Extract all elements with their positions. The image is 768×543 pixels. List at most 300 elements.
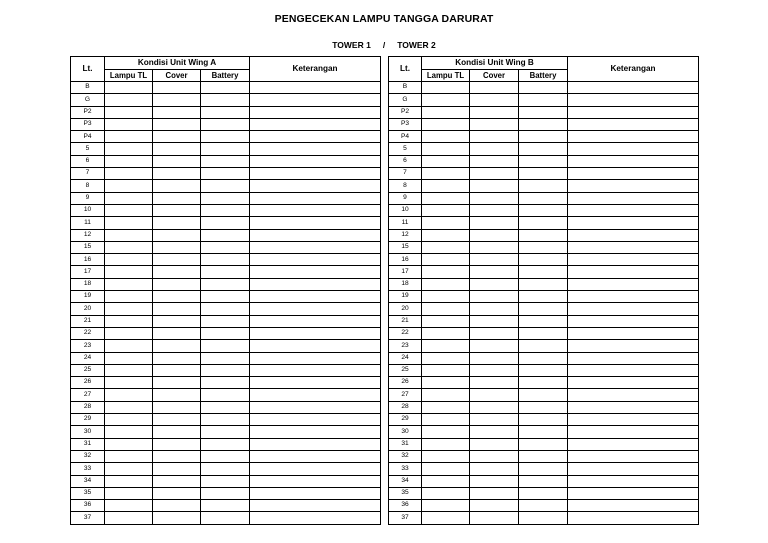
lampu-tl-cell[interactable] (422, 266, 470, 278)
battery-cell[interactable] (519, 131, 568, 143)
lampu-tl-cell[interactable] (105, 168, 153, 180)
cover-cell[interactable] (153, 377, 201, 389)
keterangan-cell[interactable] (250, 192, 381, 204)
battery-cell[interactable] (519, 512, 568, 524)
battery-cell[interactable] (201, 266, 250, 278)
floor-label: 34 (71, 475, 105, 487)
lampu-tl-cell[interactable] (422, 291, 470, 303)
cover-cell[interactable] (153, 82, 201, 94)
cover-cell[interactable] (470, 106, 519, 118)
battery-cell[interactable] (519, 291, 568, 303)
battery-cell[interactable] (201, 278, 250, 290)
lampu-tl-cell[interactable] (422, 426, 470, 438)
lampu-tl-cell[interactable] (105, 143, 153, 155)
battery-cell[interactable] (201, 364, 250, 376)
keterangan-cell[interactable] (250, 241, 381, 253)
lampu-tl-cell[interactable] (105, 377, 153, 389)
lampu-tl-cell[interactable] (105, 414, 153, 426)
cover-cell[interactable] (153, 352, 201, 364)
keterangan-cell[interactable] (568, 155, 699, 167)
lampu-tl-cell[interactable] (105, 131, 153, 143)
cover-cell[interactable] (153, 168, 201, 180)
battery-cell[interactable] (519, 155, 568, 167)
battery-cell[interactable] (201, 118, 250, 130)
cover-cell[interactable] (153, 143, 201, 155)
battery-cell[interactable] (519, 450, 568, 462)
battery-cell[interactable] (201, 315, 250, 327)
cover-cell[interactable] (470, 94, 519, 106)
cover-cell[interactable] (470, 155, 519, 167)
battery-cell[interactable] (519, 278, 568, 290)
battery-cell[interactable] (201, 180, 250, 192)
battery-cell[interactable] (201, 414, 250, 426)
keterangan-cell[interactable] (568, 131, 699, 143)
keterangan-cell[interactable] (568, 364, 699, 376)
cover-cell[interactable] (153, 389, 201, 401)
cover-cell[interactable] (470, 500, 519, 512)
battery-cell[interactable] (519, 352, 568, 364)
cover-cell[interactable] (153, 204, 201, 216)
keterangan-cell[interactable] (250, 327, 381, 339)
keterangan-cell[interactable] (568, 241, 699, 253)
cover-cell[interactable] (470, 254, 519, 266)
battery-cell[interactable] (519, 426, 568, 438)
cover-cell[interactable] (470, 364, 519, 376)
battery-cell[interactable] (519, 463, 568, 475)
lampu-tl-cell[interactable] (422, 168, 470, 180)
lampu-tl-cell[interactable] (422, 106, 470, 118)
keterangan-cell[interactable] (568, 426, 699, 438)
lampu-tl-cell[interactable] (422, 131, 470, 143)
keterangan-cell[interactable] (250, 463, 381, 475)
lampu-tl-cell[interactable] (422, 475, 470, 487)
cover-cell[interactable] (470, 278, 519, 290)
battery-cell[interactable] (201, 168, 250, 180)
cover-cell[interactable] (470, 229, 519, 241)
lampu-tl-cell[interactable] (105, 315, 153, 327)
keterangan-cell[interactable] (250, 438, 381, 450)
lampu-tl-cell[interactable] (422, 155, 470, 167)
battery-cell[interactable] (201, 241, 250, 253)
battery-cell[interactable] (519, 315, 568, 327)
keterangan-cell[interactable] (568, 94, 699, 106)
cover-cell[interactable] (153, 315, 201, 327)
lampu-tl-cell[interactable] (105, 155, 153, 167)
lampu-tl-cell[interactable] (105, 487, 153, 499)
lampu-tl-cell[interactable] (105, 180, 153, 192)
lampu-tl-cell[interactable] (105, 512, 153, 524)
keterangan-cell[interactable] (250, 118, 381, 130)
battery-cell[interactable] (201, 401, 250, 413)
keterangan-cell[interactable] (250, 266, 381, 278)
cover-cell[interactable] (153, 426, 201, 438)
cover-cell[interactable] (470, 192, 519, 204)
battery-cell[interactable] (201, 229, 250, 241)
cover-cell[interactable] (153, 340, 201, 352)
keterangan-cell[interactable] (568, 118, 699, 130)
cover-cell[interactable] (153, 241, 201, 253)
battery-cell[interactable] (519, 217, 568, 229)
keterangan-cell[interactable] (250, 82, 381, 94)
keterangan-cell[interactable] (568, 291, 699, 303)
keterangan-cell[interactable] (568, 438, 699, 450)
keterangan-cell[interactable] (250, 155, 381, 167)
battery-cell[interactable] (519, 106, 568, 118)
keterangan-cell[interactable] (568, 315, 699, 327)
lampu-tl-cell[interactable] (105, 229, 153, 241)
cover-cell[interactable] (153, 180, 201, 192)
keterangan-cell[interactable] (250, 426, 381, 438)
keterangan-cell[interactable] (568, 82, 699, 94)
lampu-tl-cell[interactable] (422, 94, 470, 106)
cover-cell[interactable] (153, 500, 201, 512)
keterangan-cell[interactable] (250, 450, 381, 462)
lampu-tl-cell[interactable] (422, 401, 470, 413)
cover-cell[interactable] (470, 340, 519, 352)
lampu-tl-cell[interactable] (105, 192, 153, 204)
cover-cell[interactable] (470, 291, 519, 303)
lampu-tl-cell[interactable] (422, 204, 470, 216)
battery-cell[interactable] (201, 389, 250, 401)
keterangan-cell[interactable] (250, 315, 381, 327)
battery-cell[interactable] (519, 168, 568, 180)
battery-cell[interactable] (201, 94, 250, 106)
cover-cell[interactable] (470, 315, 519, 327)
keterangan-cell[interactable] (250, 512, 381, 524)
cover-cell[interactable] (470, 414, 519, 426)
lampu-tl-cell[interactable] (422, 254, 470, 266)
keterangan-cell[interactable] (250, 278, 381, 290)
keterangan-cell[interactable] (568, 303, 699, 315)
cover-cell[interactable] (470, 204, 519, 216)
battery-cell[interactable] (519, 254, 568, 266)
keterangan-cell[interactable] (250, 94, 381, 106)
battery-cell[interactable] (201, 438, 250, 450)
cover-cell[interactable] (470, 266, 519, 278)
lampu-tl-cell[interactable] (105, 266, 153, 278)
cover-cell[interactable] (470, 463, 519, 475)
cover-cell[interactable] (153, 278, 201, 290)
lampu-tl-cell[interactable] (105, 291, 153, 303)
battery-cell[interactable] (201, 340, 250, 352)
lampu-tl-cell[interactable] (422, 500, 470, 512)
battery-cell[interactable] (201, 131, 250, 143)
lampu-tl-cell[interactable] (105, 278, 153, 290)
battery-cell[interactable] (201, 377, 250, 389)
keterangan-cell[interactable] (250, 389, 381, 401)
cover-cell[interactable] (470, 389, 519, 401)
battery-cell[interactable] (201, 82, 250, 94)
keterangan-cell[interactable] (568, 352, 699, 364)
battery-cell[interactable] (201, 475, 250, 487)
keterangan-cell[interactable] (568, 414, 699, 426)
cover-cell[interactable] (153, 450, 201, 462)
battery-cell[interactable] (519, 475, 568, 487)
battery-cell[interactable] (519, 401, 568, 413)
battery-cell[interactable] (519, 389, 568, 401)
cover-cell[interactable] (153, 118, 201, 130)
lampu-tl-cell[interactable] (422, 364, 470, 376)
battery-cell[interactable] (519, 377, 568, 389)
keterangan-cell[interactable] (568, 340, 699, 352)
floor-label: 26 (71, 377, 105, 389)
battery-cell[interactable] (519, 438, 568, 450)
keterangan-cell[interactable] (250, 401, 381, 413)
keterangan-cell[interactable] (568, 487, 699, 499)
lampu-tl-cell[interactable] (422, 463, 470, 475)
cover-cell[interactable] (153, 131, 201, 143)
cover-cell[interactable] (470, 401, 519, 413)
battery-cell[interactable] (201, 487, 250, 499)
lampu-tl-cell[interactable] (105, 303, 153, 315)
cover-cell[interactable] (153, 512, 201, 524)
lampu-tl-cell[interactable] (422, 487, 470, 499)
lampu-tl-cell[interactable] (105, 217, 153, 229)
lampu-tl-cell[interactable] (422, 303, 470, 315)
keterangan-cell[interactable] (250, 291, 381, 303)
battery-cell[interactable] (201, 155, 250, 167)
battery-cell[interactable] (519, 229, 568, 241)
lampu-tl-cell[interactable] (422, 414, 470, 426)
keterangan-cell[interactable] (250, 340, 381, 352)
keterangan-cell[interactable] (568, 389, 699, 401)
keterangan-cell[interactable] (568, 180, 699, 192)
floor-label: P4 (389, 131, 422, 143)
keterangan-cell[interactable] (568, 192, 699, 204)
floor-label: 23 (71, 340, 105, 352)
cover-cell[interactable] (153, 414, 201, 426)
keterangan-cell[interactable] (568, 229, 699, 241)
battery-cell[interactable] (201, 426, 250, 438)
cover-cell[interactable] (153, 487, 201, 499)
cover-cell[interactable] (470, 512, 519, 524)
cover-cell[interactable] (153, 155, 201, 167)
keterangan-cell[interactable] (250, 475, 381, 487)
table-row (389, 266, 699, 278)
battery-cell[interactable] (201, 500, 250, 512)
keterangan-cell[interactable] (250, 106, 381, 118)
lampu-tl-header: Lampu TL (422, 70, 470, 82)
battery-cell[interactable] (201, 192, 250, 204)
cover-cell[interactable] (153, 192, 201, 204)
keterangan-cell[interactable] (250, 352, 381, 364)
cover-cell[interactable] (153, 291, 201, 303)
lampu-tl-cell[interactable] (422, 229, 470, 241)
lampu-tl-cell[interactable] (422, 340, 470, 352)
battery-cell[interactable] (201, 463, 250, 475)
battery-cell[interactable] (201, 450, 250, 462)
cover-cell[interactable] (153, 463, 201, 475)
lampu-tl-cell[interactable] (422, 352, 470, 364)
keterangan-cell[interactable] (250, 364, 381, 376)
keterangan-cell[interactable] (250, 131, 381, 143)
battery-cell[interactable] (201, 217, 250, 229)
battery-cell[interactable] (519, 204, 568, 216)
cover-cell[interactable] (153, 229, 201, 241)
cover-cell[interactable] (470, 327, 519, 339)
battery-cell[interactable] (201, 512, 250, 524)
keterangan-cell[interactable] (568, 143, 699, 155)
lampu-tl-cell[interactable] (422, 217, 470, 229)
keterangan-cell[interactable] (568, 377, 699, 389)
lampu-tl-cell[interactable] (105, 106, 153, 118)
lampu-tl-cell[interactable] (105, 94, 153, 106)
lampu-tl-cell[interactable] (422, 192, 470, 204)
keterangan-cell[interactable] (568, 512, 699, 524)
cover-cell[interactable] (153, 327, 201, 339)
cover-cell[interactable] (470, 143, 519, 155)
cover-cell[interactable] (470, 438, 519, 450)
battery-cell[interactable] (201, 291, 250, 303)
battery-cell[interactable] (519, 364, 568, 376)
battery-cell[interactable] (201, 204, 250, 216)
keterangan-cell[interactable] (568, 327, 699, 339)
floor-label: 31 (389, 438, 422, 450)
battery-cell[interactable] (519, 327, 568, 339)
keterangan-cell[interactable] (568, 106, 699, 118)
table-row (71, 327, 381, 339)
keterangan-cell[interactable] (568, 475, 699, 487)
lampu-tl-cell[interactable] (105, 426, 153, 438)
cover-cell[interactable] (153, 438, 201, 450)
keterangan-cell[interactable] (568, 266, 699, 278)
keterangan-cell[interactable] (250, 217, 381, 229)
lampu-tl-cell[interactable] (105, 463, 153, 475)
battery-cell[interactable] (519, 266, 568, 278)
lampu-tl-cell[interactable] (105, 475, 153, 487)
battery-cell[interactable] (519, 241, 568, 253)
battery-cell[interactable] (519, 118, 568, 130)
table-row (389, 241, 699, 253)
lampu-tl-cell[interactable] (105, 364, 153, 376)
lampu-tl-cell[interactable] (105, 500, 153, 512)
cover-cell[interactable] (153, 266, 201, 278)
cover-cell[interactable] (470, 180, 519, 192)
battery-cell[interactable] (201, 327, 250, 339)
keterangan-cell[interactable] (250, 303, 381, 315)
cover-cell[interactable] (153, 475, 201, 487)
lampu-tl-cell[interactable] (105, 389, 153, 401)
battery-cell[interactable] (519, 487, 568, 499)
lampu-tl-cell[interactable] (422, 327, 470, 339)
cover-cell[interactable] (153, 401, 201, 413)
battery-cell[interactable] (201, 254, 250, 266)
lampu-tl-cell[interactable] (422, 241, 470, 253)
table-row (389, 82, 699, 94)
cover-cell[interactable] (470, 450, 519, 462)
cover-cell[interactable] (470, 352, 519, 364)
battery-cell[interactable] (519, 94, 568, 106)
cover-cell[interactable] (470, 118, 519, 130)
lampu-tl-cell[interactable] (422, 512, 470, 524)
battery-cell[interactable] (519, 414, 568, 426)
cover-cell[interactable] (470, 82, 519, 94)
cover-cell[interactable] (470, 487, 519, 499)
keterangan-cell[interactable] (568, 450, 699, 462)
lampu-tl-cell[interactable] (105, 340, 153, 352)
battery-cell[interactable] (201, 143, 250, 155)
cover-cell[interactable] (153, 303, 201, 315)
keterangan-cell[interactable] (250, 500, 381, 512)
lampu-tl-cell[interactable] (105, 327, 153, 339)
keterangan-cell[interactable] (568, 168, 699, 180)
lampu-tl-cell[interactable] (105, 438, 153, 450)
lampu-tl-cell[interactable] (105, 118, 153, 130)
lampu-tl-cell[interactable] (105, 401, 153, 413)
lampu-tl-cell[interactable] (105, 450, 153, 462)
lampu-tl-cell[interactable] (422, 315, 470, 327)
keterangan-cell[interactable] (250, 204, 381, 216)
cover-cell[interactable] (470, 475, 519, 487)
keterangan-cell[interactable] (568, 204, 699, 216)
keterangan-cell[interactable] (250, 254, 381, 266)
battery-cell[interactable] (519, 143, 568, 155)
lampu-tl-cell[interactable] (422, 377, 470, 389)
battery-cell[interactable] (519, 192, 568, 204)
lampu-tl-cell[interactable] (105, 241, 153, 253)
lampu-tl-cell[interactable] (422, 389, 470, 401)
lampu-tl-cell[interactable] (105, 352, 153, 364)
keterangan-cell[interactable] (568, 463, 699, 475)
cover-cell[interactable] (153, 217, 201, 229)
table-row (389, 118, 699, 130)
battery-cell[interactable] (201, 303, 250, 315)
keterangan-cell[interactable] (250, 143, 381, 155)
keterangan-cell[interactable] (568, 500, 699, 512)
cover-cell[interactable] (470, 377, 519, 389)
lampu-tl-cell[interactable] (105, 204, 153, 216)
lampu-tl-cell[interactable] (422, 82, 470, 94)
lampu-tl-cell[interactable] (105, 254, 153, 266)
battery-cell[interactable] (519, 180, 568, 192)
battery-cell[interactable] (201, 106, 250, 118)
battery-cell[interactable] (519, 303, 568, 315)
cover-cell[interactable] (153, 364, 201, 376)
keterangan-cell[interactable] (250, 414, 381, 426)
lampu-tl-cell[interactable] (105, 82, 153, 94)
battery-cell[interactable] (519, 500, 568, 512)
lampu-tl-cell[interactable] (422, 143, 470, 155)
cover-cell[interactable] (153, 106, 201, 118)
keterangan-cell[interactable] (568, 254, 699, 266)
battery-cell[interactable] (519, 82, 568, 94)
cover-cell[interactable] (153, 254, 201, 266)
cover-cell[interactable] (470, 131, 519, 143)
battery-cell[interactable] (201, 352, 250, 364)
keterangan-cell[interactable] (250, 168, 381, 180)
keterangan-cell[interactable] (250, 180, 381, 192)
battery-cell[interactable] (519, 340, 568, 352)
keterangan-cell[interactable] (250, 377, 381, 389)
lampu-tl-cell[interactable] (422, 278, 470, 290)
lampu-tl-cell[interactable] (422, 450, 470, 462)
lampu-tl-cell[interactable] (422, 180, 470, 192)
cover-cell[interactable] (470, 168, 519, 180)
lampu-tl-cell[interactable] (422, 438, 470, 450)
cover-cell[interactable] (470, 426, 519, 438)
keterangan-cell[interactable] (568, 278, 699, 290)
table-row (389, 180, 699, 192)
lampu-tl-cell[interactable] (422, 118, 470, 130)
keterangan-cell[interactable] (568, 401, 699, 413)
cover-cell[interactable] (153, 94, 201, 106)
cover-cell[interactable] (470, 241, 519, 253)
keterangan-cell[interactable] (568, 217, 699, 229)
keterangan-cell[interactable] (250, 229, 381, 241)
cover-cell[interactable] (470, 303, 519, 315)
cover-cell[interactable] (470, 217, 519, 229)
keterangan-cell[interactable] (250, 487, 381, 499)
